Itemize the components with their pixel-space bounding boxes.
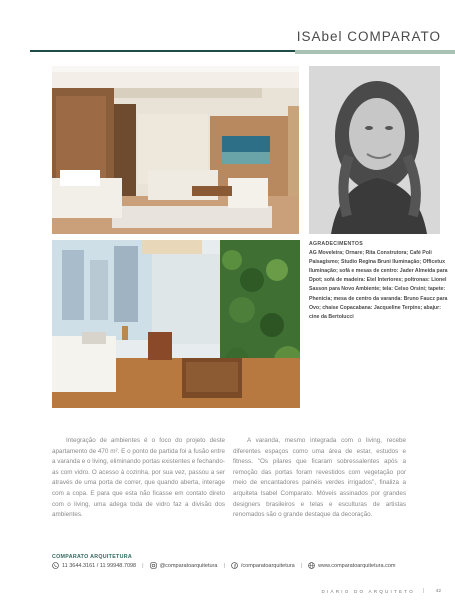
facebook-handle[interactable]: /comparatoarquitetura xyxy=(240,562,295,569)
contact-bar xyxy=(52,562,395,569)
globe-icon xyxy=(308,562,315,569)
divider: | xyxy=(223,562,225,569)
header-bar-dark xyxy=(30,50,295,52)
veranda-photo xyxy=(52,240,300,408)
phone-numbers[interactable]: 11 3644.3161 / 11 99948.7098 xyxy=(62,562,137,569)
living-room-photo xyxy=(52,66,299,234)
acknowledgements xyxy=(309,240,449,322)
page-separator: | xyxy=(422,588,424,594)
publication-name: DIÁRIO DO ARQUITETO xyxy=(321,589,415,594)
divider: | xyxy=(300,562,303,569)
company-name: COMPARATO ARQUITETURA xyxy=(52,554,132,560)
page-number: 42 xyxy=(435,589,441,594)
body-paragraph-left: Integração de ambientes é o foco do projeto deste apartamento de 470 m². E o ponto de partida foi a fusão entre a varanda e o living, eliminando portas existentes e fechando-as com vidro. O acesso à cozinha, por sua vez, passou a ser através de uma porta de correr, que quando aberta, interage com a copa. E para que esta não ficasse em contato direto com o living, uma adega toda de vidro faz a divisão dos ambientes. xyxy=(52,437,225,519)
architect-name: ISAbel COMPARATO xyxy=(296,29,441,44)
acknowledgements-body: AG Moveleira; Ornare; Rita Construtora; Café Poli Paisagismo; Studio Regina Bruni Iluminação; Officetux Iluminação; sofá e mesas de centro: Jader Almeida para Dpot; sofá de madeira: Etel Interiores; poltronas: Lionel Sasson para Novo Ambiente; tela: Celso Orsini; tapete: Phenicia; mesa de centro da varanda: Bruno Faucz para Ovo; chaise Copacabana: Jacqueline Terpins; abajur: cine da Bertolucci xyxy=(309,250,448,320)
body-paragraph-right: A varanda, mesmo integrada com o living, recebe diferentes espaços como uma área de estar, estudos e fitness. "Os pilares que ficaram sobressalentes após a remoção das portas foram revestidos com vegetação por meio de encantadores painéis verdes irrigados", finaliza a arquiteta Isabel Comparato. Móveis assinados por grandes designers brasileiros e telas e esculturas de artistas renomados são o grande destaque da decoração. xyxy=(233,437,406,519)
body-column-left xyxy=(52,436,225,521)
divider: | xyxy=(142,562,144,569)
architect-portrait xyxy=(309,66,440,234)
instagram-icon xyxy=(150,562,157,569)
header-bar-light xyxy=(295,50,455,54)
facebook-icon xyxy=(231,562,238,569)
acknowledgements-title: AGRADECIMENTOS xyxy=(309,241,363,247)
body-column-right xyxy=(233,436,406,521)
instagram-handle[interactable]: @comparatoarquitetura xyxy=(159,562,218,569)
website-link[interactable]: www.comparatoarquitetura.com xyxy=(318,562,396,569)
whatsapp-icon xyxy=(52,562,59,569)
